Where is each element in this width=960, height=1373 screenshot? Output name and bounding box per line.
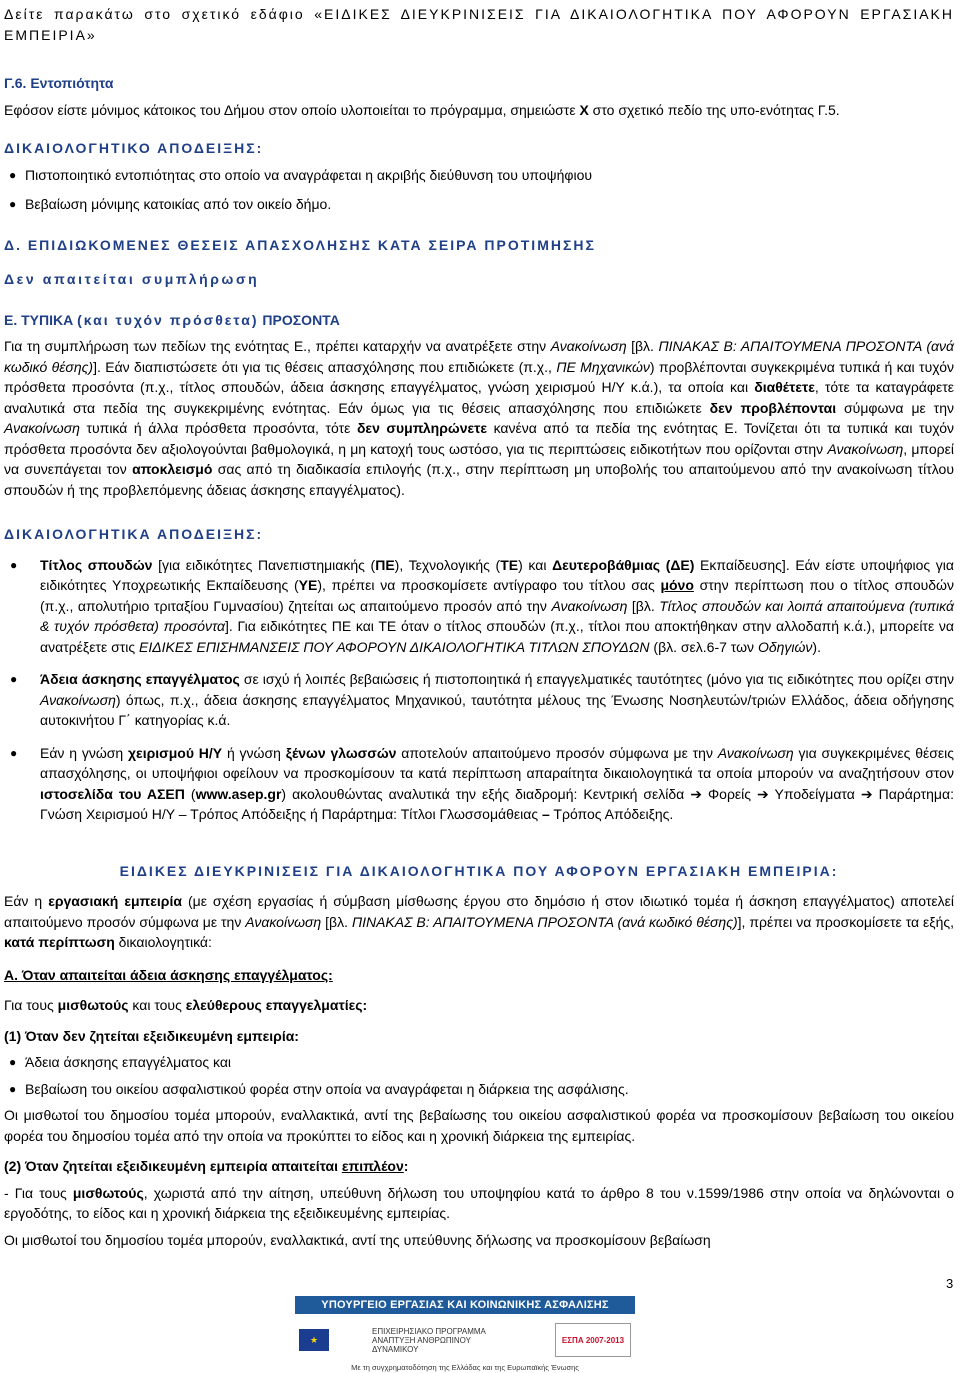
arrow-right-icon: ➔ [757,785,769,802]
ministry-banner: ΥΠΟΥΡΓΕΙΟ ΕΡΓΑΣΙΑΣ ΚΑΙ ΚΟΙΝΩΝΙΚΗΣ ΑΣΦΑΛΙΣΗΣ [295,1296,635,1314]
arrow-right-icon: ➔ [690,785,702,802]
section-e-title: Ε. ΤΥΠΙΚΑ (και τυχόν πρόσθετα) ΠΡΟΣΟΝΤΑ [4,311,340,328]
bullet-icon: ● [10,745,18,760]
special-paragraph-2: Για τους μισθωτούς και τους ελεύθερους επαγγελματίες: [4,997,368,1013]
eu-flag-icon: ★ [299,1329,329,1351]
bullet-icon: ● [9,1081,17,1096]
dik2-item-computer: ● Εάν η γνώση χειρισμού Η/Υ ή γνώση ξένων γλωσσών αποτελούν απαιτούμενο προσόν σύμφωνα με την Ανακοίνωση για συγκεκριμένες θέσεις απασχόλησης, οι υποψήφιοι οφείλουν να προσκομίσουν τα κατά περίπτωση απαραίτητα δικαιολογητικά τα οποία μπορούν να αναζητήσουν στον ιστοσελίδα του ΑΣΕΠ (www.asep.gr) ακολουθώντας αναλυτικά την εξής διαδρομή: Κεντρική σελίδα ➔ Φορείς ➔ Υποδείγματα ➔ Παράρτημα: Γνώση Χειρισμού Η/Υ – Τρόπος Απόδειξης ή Παράρτημα: Τίτλοι Γλωσσομάθειας – Τρόπος Απόδειξης. [4,743,954,825]
special-paragraph-5: Οι μισθωτοί του δημοσίου τομέα μπορούν, εναλλακτικά, αντί της υπεύθυνης δήλωσης να προσκομίσουν βεβαίωση [4,1231,711,1248]
espa-logo: ΕΣΠΑ 2007-2013 [555,1323,631,1357]
section-a-title: Α. Όταν απαιτείται άδεια άσκησης επαγγέλματος: [4,966,333,983]
special-title: ΕΙΔΙΚΕΣ ΔΙΕΥΚΡΙΝΙΣΕΙΣ ΓΙΑ ΔΙΚΑΙΟΛΟΓΗΤΙΚΑ ΠΟΥ ΑΦΟΡΟΥΝ ΕΡΓΑΣΙΑΚΗ ΕΜΠΕΙΡΙΑ: [119,862,839,879]
special-paragraph-1: Εάν η εργασιακή εμπειρία (με σχέση εργασίας ή σύμβαση μίσθωσης έργου στο δημόσιο ή στον ιδιωτικό τομέα ή άσκηση επαγγέλματος) αποτελεί απαιτούμενο προσόν σύμφωνα με την Ανακοίνωση [βλ. ΠΙΝΑΚΑΣ Β: ΑΠΑΙΤΟΥΜΕΝΑ ΠΡΟΣΟΝΤΑ (ανά κωδικό θέσης)], πρέπει να προσκομίσετε τα εξής, κατά περίπτωση δικαιολογητικά: [4,893,954,950]
dik1-item-2: ● Βεβαίωση μόνιμης κατοικίας από τον οικείο δήμο. [4,194,954,215]
dik2-heading: ΔΙΚΑΙΟΛΟΓΗΤΙΚΑ ΑΠΟΔΕΙΞΗΣ: [4,526,264,542]
intro-paragraph: Δείτε παρακάτω στο σχετικό εδάφιο «ΕΙΔΙΚΕΣ ΔΙΕΥΚΡΙΝΙΣΕΙΣ ΓΙΑ ΔΙΚΑΙΟΛΟΓΗΤΙΚΑ ΠΟΥ ΑΦΟΡΟΥΝ ΕΡΓΑΣΙΑΚΗ ΕΜΠΕΙΡΙΑ» [4,6,954,43]
bullet-icon: ● [9,1055,17,1069]
s1-item-1: ● Άδεια άσκησης επαγγέλματος και [4,1052,954,1073]
bullet-icon: ● [9,167,17,182]
document-content [4,4,954,1250]
footer-logos [295,1318,635,1362]
special-paragraph-3: Οι μισθωτοί του δημοσίου τομέα μπορούν, εναλλακτικά, αντί της βεβαίωσης του οικείου ασφαλιστικού φορέα να προσκομίσουν βεβαίωση του οικείου φορέα του δημοσίου τομέα από την οποία να προκύπτει το είδος και η χρονική διάρκεια της εμπειρίας. [4,1107,954,1144]
bullet-icon: ● [10,557,18,572]
section-g6-title: Γ.6. Εντοπιότητα [4,75,114,91]
section-g6-paragraph: Εφόσον είστε μόνιμος κάτοικος του Δήμου στον οποίο υλοποιείται το πρόγραμμα, σημειώστε Χ στο σχετικό πεδίο της υπο-ενότητας Γ.5. [4,101,840,118]
arrow-right-icon: ➔ [860,785,873,802]
page-number: 3 [946,1276,954,1291]
program-logo: ΕΠΙΧΕΙΡΗΣΙΑΚΟ ΠΡΟΓΡΑΜΜΑ ΑΝΑΠΤΥΞΗ ΑΝΘΡΩΠΙΝΟΥ ΔΥΝΑΜΙΚΟΥ [372,1326,486,1354]
dik2-item-title: ● Τίτλος σπουδών [για ειδικότητες Πανεπιστημιακής (ΠΕ), Τεχνολογικής (ΤΕ) και Δευτεροβάθμιας (ΔΕ) Εκπαίδευσης]. Εάν είστε υποψήφιος για ειδικότητες Υποχρεωτικής Εκπαίδευσης (ΥΕ), πρέπει να προσκομίσετε αντίγραφο του τίτλου σας μόνο στην περίπτωση που ο τίτλος σπουδών (π.χ., απολυτήριο τριταξίου Γυμνασίου) ζητείται ως απαιτούμενο προσόν από την Ανακοίνωση [βλ. Τίτλος σπουδών και λοιπά απαιτούμενα (τυπικά & τυχόν πρόσθετα) προσόντα]. Για ειδικότητες ΠΕ και ΤΕ όταν ο τίτλος σπουδών (π.χ., τίτλοι που αποκτήθηκαν στην αλλοδαπή κ.ά.), μπορείτε να ανατρέξετε στις ΕΙΔΙΚΕΣ ΕΠΙΣΗΜΑΝΣΕΙΣ ΠΟΥ ΑΦΟΡΟΥΝ ΔΙΚΑΙΟΛΟΓΗΤΙΚΑ ΤΙΤΛΩΝ ΣΠΟΥΔΩΝ (βλ. σελ.6-7 των Οδηγιών). [4,555,954,658]
bullet-icon: ● [10,672,18,686]
dik1-item-1: ● Πιστοποιητικό εντοπιότητας στο οποίο να αναγράφεται η ακριβής διεύθυνση του υποψήφιου [4,165,954,186]
dik1-heading: ΔΙΚΑΙΟΛΟΓΗΤΙΚΟ ΑΠΟΔΕΙΞΗΣ: [4,140,264,156]
s1-item-2: ● Βεβαίωση του οικείου ασφαλιστικού φορέα στην οποία να αναγράφεται η διάρκεια της ασφάλισης. [4,1079,954,1100]
subsection-2-title: (2) Όταν ζητείται εξειδικευμένη εμπειρία απαιτείται επιπλέον: [4,1158,409,1174]
subsection-1-title: (1) Όταν δεν ζητείται εξειδικευμένη εμπειρία: [4,1027,299,1044]
funding-footer [295,1296,635,1372]
section-d-subtitle: Δεν απαιτείται συμπλήρωση [4,271,260,287]
section-d-title: Δ. ΕΠΙΔΙΩΚΟΜΕΝΕΣ ΘΕΣΕΙΣ ΑΠΑΣΧΟΛΗΣΗΣ ΚΑΤΑ ΣΕΙΡΑ ΠΡΟΤΙΜΗΣΗΣ [4,236,596,253]
special-paragraph-4: - Για τους μισθωτούς, χωριστά από την αίτηση, υπεύθυνη δήλωση του υποψηφίου κατά το άρθρο 8 του ν.1599/1986 στην οποία να δηλώνονται ο εργοδότης, το είδος και η χρονική διάρκεια της εξειδικευμένης εμπειρίας. [4,1184,954,1221]
bullet-icon: ● [9,197,17,211]
dik2-item-license: ● Άδεια άσκησης επαγγέλματος σε ισχύ ή λοιπές βεβαιώσεις ή πιστοποιητικά ή επαγγελματικές ταυτότητες (μόνο για τις ειδικότητες που ορίζει στην Ανακοίνωση) όπως, π.χ., άδεια άσκησης επαγγέλματος Μηχανικού, ταυτότητα μέλους της Ένωσης Νοσηλευτών/τριών Ελλάδος, άδεια οδήγησης αυτοκινήτου Γ΄ κατηγορίας κ.ά. [4,669,954,731]
section-e-paragraph: Για τη συμπλήρωση των πεδίων της ενότητας Ε., πρέπει καταρχήν να ανατρέξετε στην Ανακοίνωση [βλ. ΠΙΝΑΚΑΣ Β: ΑΠΑΙΤΟΥΜΕΝΑ ΠΡΟΣΟΝΤΑ (ανά κωδικό θέσης)]. Εάν διαπιστώσετε ότι για τις θέσεις απασχόλησης που επιδιώκετε (π.χ., ΠΕ Μηχανικών) προβλέπονται συγκεκριμένα τυπικά ή και τυχόν πρόσθετα προσόντα (π.χ., τίτλος σπουδών, άδεια άσκησης επαγγέλματος, γνώση χειρισμού Η/Υ κ.ά.), τα οποία και διαθέτετε, τότε τα καταγράφετε αναλυτικά στα πεδία της συγκεκριμένης ενότητας. Εάν όμως για τις θέσεις απασχόλησης που επιδιώκετε δεν προβλέπονται σύμφωνα με την Ανακοίνωση τυπικά ή άλλα πρόσθετα προσόντα, τότε δεν συμπληρώνετε κανένα από τα πεδία της ενότητας Ε. Τονίζεται ότι τα τυπικά και τυχόν πρόσθετα προσόντα δεν αξιολογούνται βαθμολογικά, η μη κατοχή τους ωστόσο, για τις περιπτώσεις ειδικοτήτων που ορίζονται στην Ανακοίνωση, μπορεί να συνεπάγεται τον αποκλεισμό σας από τη διαδικασία επιλογής (π.χ., στην περίπτωση μη υποβολής του απαιτούμενου από την ανακοίνωση τίτλου σπουδών ή της προβλεπόμενης άδειας άσκησης επαγγέλματος). [4,338,954,498]
cofunding-caption: Με τη συγχρηματοδότηση της Ελλάδας και της Ευρωπαϊκής Ένωσης [351,1363,579,1372]
